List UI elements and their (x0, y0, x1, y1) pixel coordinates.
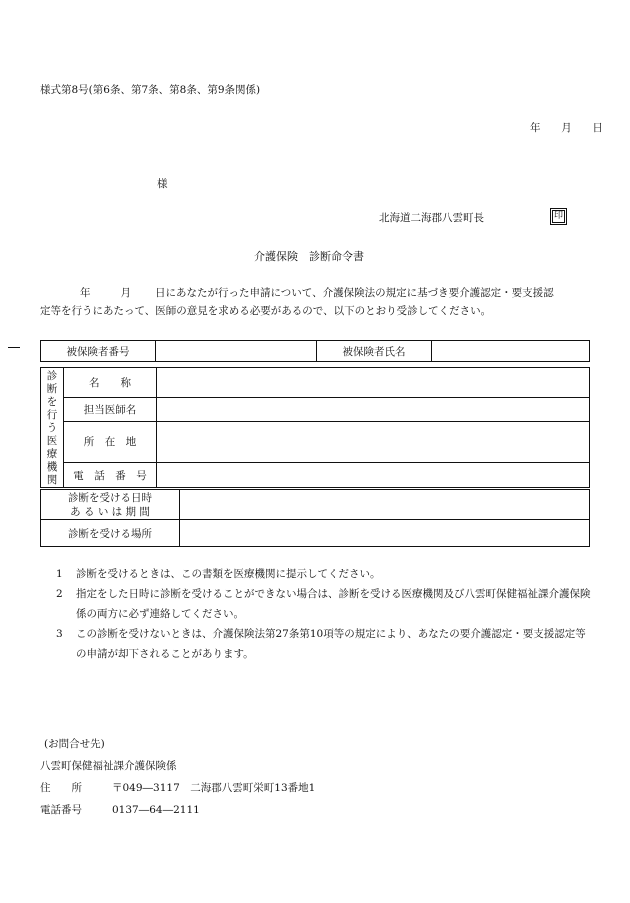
phone-label: 電 話 番 号 (64, 463, 157, 488)
document-title: 介護保険 診断命令書 (254, 250, 364, 263)
address-label: 所 在 地 (64, 421, 157, 462)
note-item: 2 指定をした日時に診断を受けることができない場合は、診断を受ける医療機関及び八雲町保健福祉課介護保険係の両方に必ず連絡してください。 (56, 588, 591, 620)
body-line1: 日にあなたが行った申請について、介護保険法の規定に基づき要介護認定・要支援認 (155, 287, 554, 299)
contact-heading: (お問合せ先) (44, 738, 105, 750)
examination-datetime-label: 診断を受ける日時 あ る い は 期 間 (41, 490, 180, 520)
doctor-name-label: 担当医師名 (64, 398, 157, 422)
note-item: 3 この診断を受けないときは、介護保険法第27条第10項等の規定により、あなたの要介護認定・要支援認定等の申請が却下されることがあります。 (56, 628, 586, 660)
medical-institution-side-label: 診 断 を 行 う 医 療 機 関 (41, 368, 64, 488)
insured-table (40, 340, 590, 362)
seal-stamp: 印 (550, 208, 567, 225)
contact-office: 八雲町保健福祉課介護保険係 (40, 760, 177, 772)
date-year: 年 (530, 122, 541, 134)
issuer-name: 北海道二海郡八雲町長 (379, 212, 484, 224)
form-number: 様式第8号(第6条、第7条、第8条、第9条関係) (40, 84, 261, 96)
institution-name-label: 名 称 (64, 368, 157, 398)
margin-mark (8, 347, 20, 348)
insured-number-value[interactable] (156, 341, 317, 362)
body-year: 年 (80, 287, 91, 299)
body-month: 月 (120, 287, 131, 299)
contact-info (40, 733, 315, 821)
examination-datetime-value[interactable] (180, 490, 590, 520)
date-day: 日 (592, 122, 603, 134)
examination-place-label: 診断を受ける場所 (41, 520, 180, 547)
notes-list (56, 564, 592, 664)
body-line2: 定等を行うにあたって、医師の意見を求める必要があるので、以下のとおり受診してください。 (40, 305, 492, 317)
examination-table (40, 489, 590, 547)
contact-phone: 電話番号 0137―64―2111 (40, 804, 200, 816)
examination-place-value[interactable] (180, 520, 590, 547)
insured-name-label: 被保険者氏名 (317, 341, 432, 362)
date-line (530, 120, 603, 135)
institution-name-value[interactable] (157, 368, 590, 398)
body-text (40, 284, 590, 320)
medical-institution-table (40, 367, 590, 488)
phone-value[interactable] (157, 463, 590, 488)
doctor-name-value[interactable] (157, 398, 590, 422)
date-month: 月 (561, 122, 572, 134)
recipient-suffix: 様 (157, 178, 168, 190)
insured-name-value[interactable] (432, 341, 590, 362)
contact-address: 住 所 〒049―3117 二海郡八雲町栄町13番地1 (40, 782, 316, 794)
address-value[interactable] (157, 421, 590, 462)
insured-number-label: 被保険者番号 (41, 341, 156, 362)
note-item: 1 診断を受けるときは、この書類を医療機関に提示してください。 (56, 568, 381, 580)
